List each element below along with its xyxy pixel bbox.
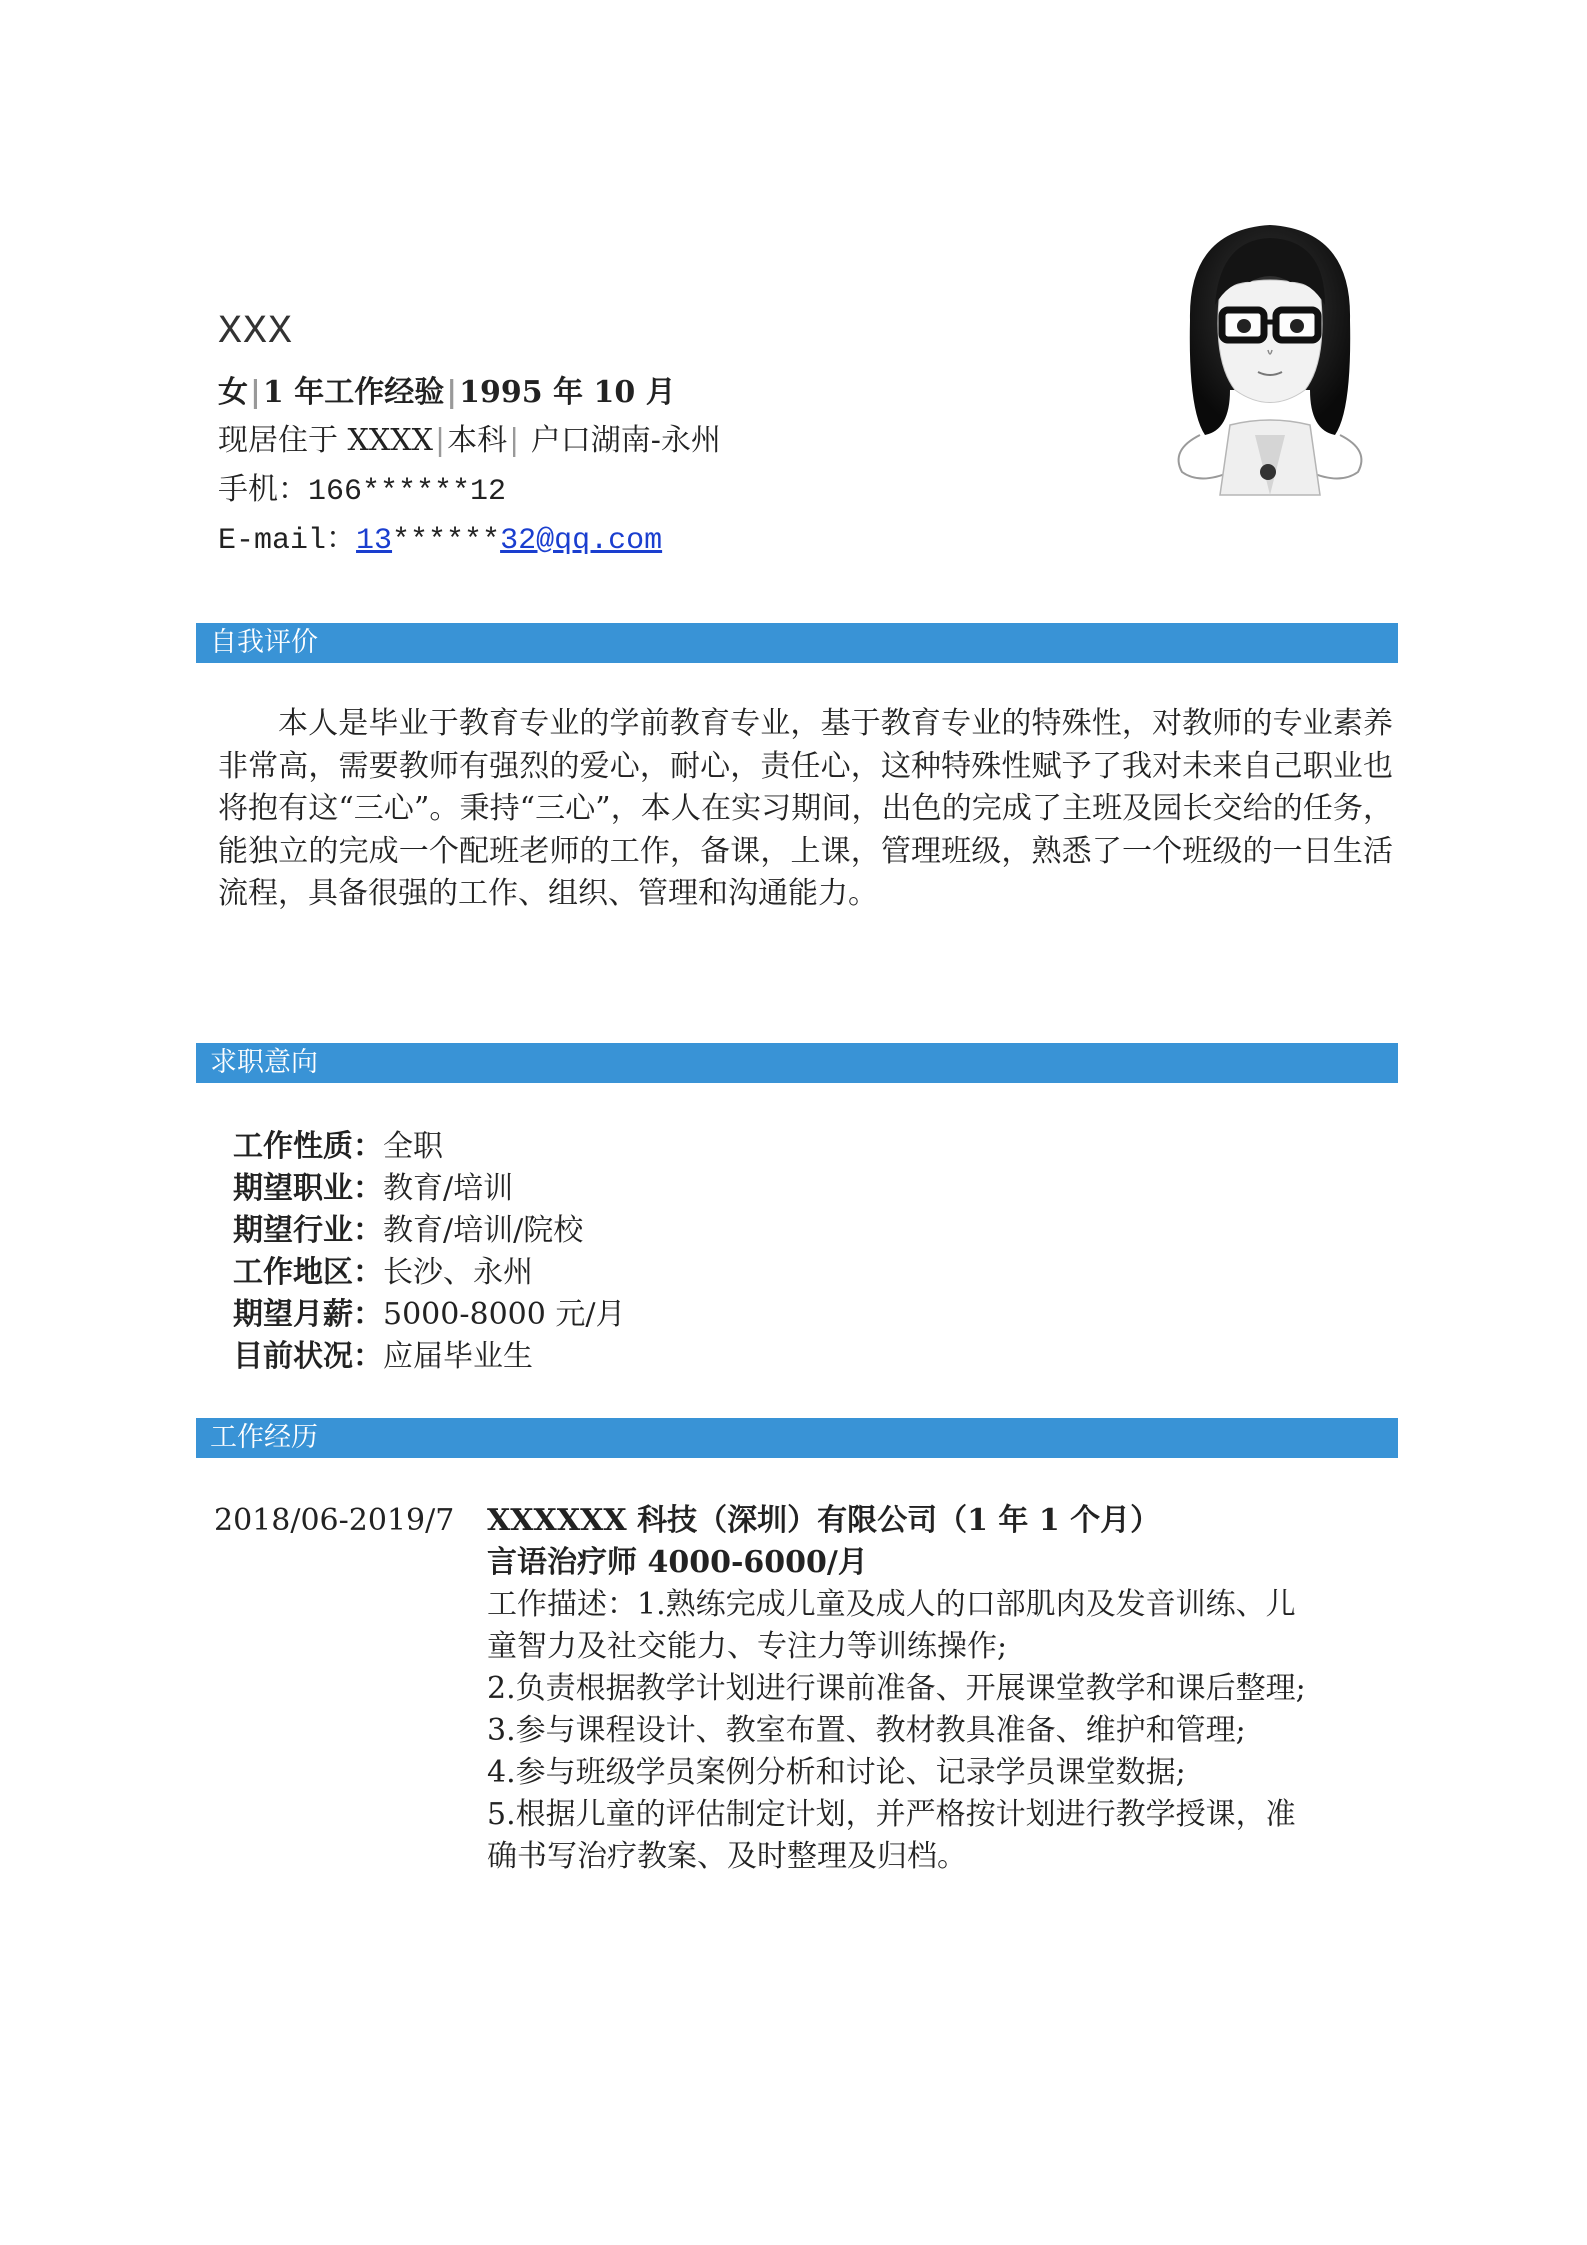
work-position: 言语治疗师 4000-6000/月 bbox=[487, 1545, 868, 1580]
work-desc-item-2: 2.负责根据教学计划进行课前准备、开展课堂教学和课后整理; bbox=[487, 1671, 1306, 1706]
experience: 1 年工作经验 bbox=[262, 375, 445, 410]
avatar bbox=[1160, 210, 1380, 500]
phone-line bbox=[218, 469, 506, 513]
residence-line: 现居住于 XXXX|本科| 户口湖南-永州 bbox=[218, 423, 721, 458]
email-line bbox=[218, 518, 662, 562]
phone-value: 166******12 bbox=[308, 475, 507, 509]
work-desc-label: 工作描述： bbox=[487, 1587, 637, 1622]
basic-info-line: 女|1 年工作经验|1995 年 10 月 bbox=[218, 375, 676, 410]
section-header-self-eval: 自我评价 bbox=[196, 623, 1398, 663]
work-entry bbox=[487, 1500, 1307, 1878]
intent-row-occupation: 期望职业：教育/培训 bbox=[233, 1171, 514, 1206]
candidate-name: XXX bbox=[218, 310, 294, 355]
email-link-part2[interactable]: 32@qq.com bbox=[500, 524, 663, 558]
birth-date: 1995 年 10 月 bbox=[459, 375, 676, 410]
email-label: E-mail： bbox=[218, 524, 357, 558]
work-desc-item-4: 4.参与班级学员案例分析和讨论、记录学员课堂数据; bbox=[487, 1755, 1186, 1790]
intent-row-status: 目前状况：应届毕业生 bbox=[233, 1339, 533, 1374]
email-link-part1[interactable]: 13 bbox=[356, 524, 393, 558]
work-desc-item-5: 5.根据儿童的评估制定计划，并严格按计划进行教学授课，准确书写治疗教案、及时整理及归档。 bbox=[487, 1797, 1296, 1874]
work-date-range: 2018/06-2019/7 bbox=[214, 1503, 455, 1538]
intent-row-salary: 期望月薪：5000-8000 元/月 bbox=[233, 1297, 626, 1332]
education: 本科 bbox=[447, 423, 508, 458]
hukou: 户口湖南-永州 bbox=[521, 423, 721, 458]
self-eval-text: 本人是毕业于教育专业的学前教育专业，基于教育专业的特殊性，对教师的专业素养非常高，需要教师有强烈的爱心，耐心，责任心，这种特殊性赋予了我对未来自己职业也将抱有这“三心”。秉持“三心”，本人在实习期间，出色的完成了主班及园长交给的任务，能独立的完成一个配班老师的工作，备课，上课，管理班级，熟悉了一个班级的一日生活流程，具备很强的工作、组织、管理和沟通能力。 bbox=[218, 706, 1393, 911]
gender: 女 bbox=[218, 375, 248, 410]
section-header-job-intent: 求职意向 bbox=[196, 1043, 1398, 1083]
section-header-work-history: 工作经历 bbox=[196, 1418, 1398, 1458]
work-desc-item-1: 工作描述：1.熟练完成儿童及成人的口部肌肉及发音训练、儿童智力及社交能力、专注力等训练操作; bbox=[487, 1587, 1296, 1664]
intent-row-industry: 期望行业：教育/培训/院校 bbox=[233, 1213, 584, 1248]
phone-label: 手机： bbox=[218, 472, 308, 507]
intent-row-nature: 工作性质：全职 bbox=[233, 1129, 443, 1164]
job-intent-list bbox=[233, 1126, 625, 1378]
residence: 现居住于 XXXX bbox=[218, 423, 433, 458]
work-company: XXXXXX 科技（深圳）有限公司（1 年 1 个月） bbox=[487, 1503, 1161, 1538]
email-mask: ****** bbox=[392, 524, 501, 558]
intent-row-region: 工作地区：长沙、永州 bbox=[233, 1255, 533, 1290]
work-desc-item-3: 3.参与课程设计、教室布置、教材教具准备、维护和管理; bbox=[487, 1713, 1246, 1748]
